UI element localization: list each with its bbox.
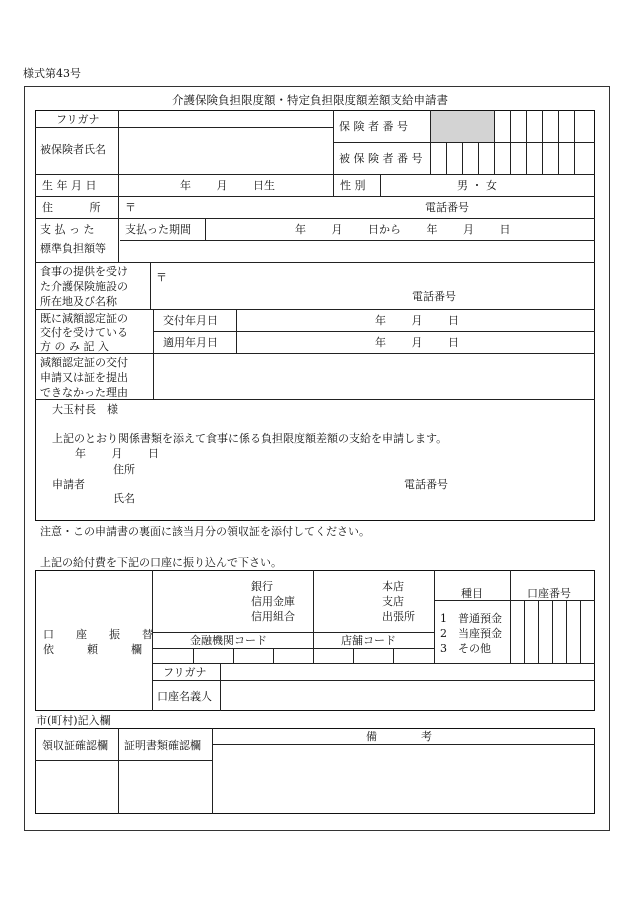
remarks-label: 備 考 bbox=[366, 730, 432, 743]
holder-furigana-label: フリガナ bbox=[163, 666, 207, 679]
insurer-number-shaded bbox=[430, 111, 494, 142]
reason-label-3: できなかった理由 bbox=[40, 386, 128, 399]
paid-label-1: 支 払 っ た bbox=[40, 223, 95, 236]
branch-code-label: 店舗コード bbox=[341, 634, 396, 647]
sex-options: 男 ・ 女 bbox=[457, 179, 497, 192]
valid-date-label: 適用年月日 bbox=[163, 336, 218, 349]
holder-name-label: 口座名義人 bbox=[157, 690, 212, 703]
reason-label-2: 申請又は証を提出 bbox=[40, 371, 128, 384]
bank-type-3: 信用組合 bbox=[251, 610, 295, 623]
issue-date-label: 交付年月日 bbox=[163, 314, 218, 327]
attachment-note: 注意・この申請書の裏面に該当月分の領収証を添付してください。 bbox=[40, 525, 370, 538]
declaration: 上記のとおり関係書類を添えて食事に係る負担限度額差額の支給を申請します。 bbox=[52, 432, 448, 445]
bank-code-label: 金融機関コード bbox=[190, 634, 267, 647]
bank-intro: 上記の給付費を下記の口座に振り込んで下さい。 bbox=[40, 556, 282, 569]
applicant-name-label: 氏名 bbox=[113, 492, 135, 505]
already-label-3: 方 の み 記 入 bbox=[40, 340, 109, 353]
phone-label: 電話番号 bbox=[425, 201, 469, 214]
account-label-2: 依 頼 欄 bbox=[43, 643, 142, 656]
account-number-label: 口座番号 bbox=[527, 587, 571, 600]
facility-postal-mark: 〒 bbox=[156, 271, 167, 284]
insurer-number-label: 保 険 者 番 号 bbox=[339, 120, 408, 133]
sex-label: 性 別 bbox=[340, 179, 366, 192]
kind-label: 種目 bbox=[461, 587, 483, 600]
furigana-label: フリガナ bbox=[56, 113, 100, 126]
applicant-address-label: 住所 bbox=[113, 463, 135, 476]
kind-2: 2 当座預金 bbox=[440, 627, 502, 640]
valid-date-value: 年 月 日 bbox=[375, 336, 459, 349]
city-section-label: 市(町村)記入欄 bbox=[36, 714, 111, 727]
declaration-date: 年 月 日 bbox=[75, 447, 159, 460]
paid-label-2: 標準負担額等 bbox=[40, 242, 106, 255]
insured-number-label: 被 保 険 者 番 号 bbox=[339, 152, 423, 165]
paid-period-text: 年 月 日から 年 月 日 bbox=[295, 223, 511, 236]
city-table bbox=[35, 728, 595, 814]
addressee: 大玉村長 様 bbox=[52, 403, 118, 416]
issue-date-value: 年 月 日 bbox=[375, 314, 459, 327]
facility-label-1: 食事の提供を受け bbox=[40, 265, 128, 278]
birth-label: 生 年 月 日 bbox=[42, 179, 97, 192]
applicant-label: 申請者 bbox=[52, 478, 85, 491]
branch-type-2: 支店 bbox=[382, 595, 404, 608]
insured-name-label: 被保険者氏名 bbox=[40, 143, 106, 156]
facility-phone-label: 電話番号 bbox=[412, 290, 456, 303]
form-number: 様式第43号 bbox=[23, 67, 81, 80]
applicant-phone-label: 電話番号 bbox=[404, 478, 448, 491]
bank-type-1: 銀行 bbox=[251, 580, 273, 593]
kind-1: 1 普通預金 bbox=[440, 612, 502, 625]
branch-type-1: 本店 bbox=[382, 580, 404, 593]
bank-type-2: 信用金庫 bbox=[251, 595, 295, 608]
paid-period-label: 支払った期間 bbox=[125, 223, 191, 236]
already-label-2: 交付を受けている bbox=[40, 326, 128, 339]
facility-label-2: た介護保険施設の bbox=[40, 280, 128, 293]
already-label-1: 既に減額認定証の bbox=[40, 312, 128, 325]
facility-label-3: 所在地及び名称 bbox=[40, 295, 117, 308]
address-label: 住 所 bbox=[42, 201, 101, 214]
receipt-check-label: 領収証確認欄 bbox=[42, 739, 108, 752]
account-label-1: 口 座 振 替 bbox=[43, 628, 153, 641]
branch-type-3: 出張所 bbox=[382, 610, 415, 623]
kind-3: 3 その他 bbox=[440, 642, 491, 655]
form-title: 介護保険負担限度額・特定負担限度額差額支給申請書 bbox=[172, 93, 448, 107]
cert-check-label: 証明書類確認欄 bbox=[124, 739, 201, 752]
postal-mark: 〒 bbox=[125, 201, 136, 214]
birth-date: 年 月 日生 bbox=[180, 179, 275, 192]
reason-label-1: 減額認定証の交付 bbox=[40, 356, 128, 369]
